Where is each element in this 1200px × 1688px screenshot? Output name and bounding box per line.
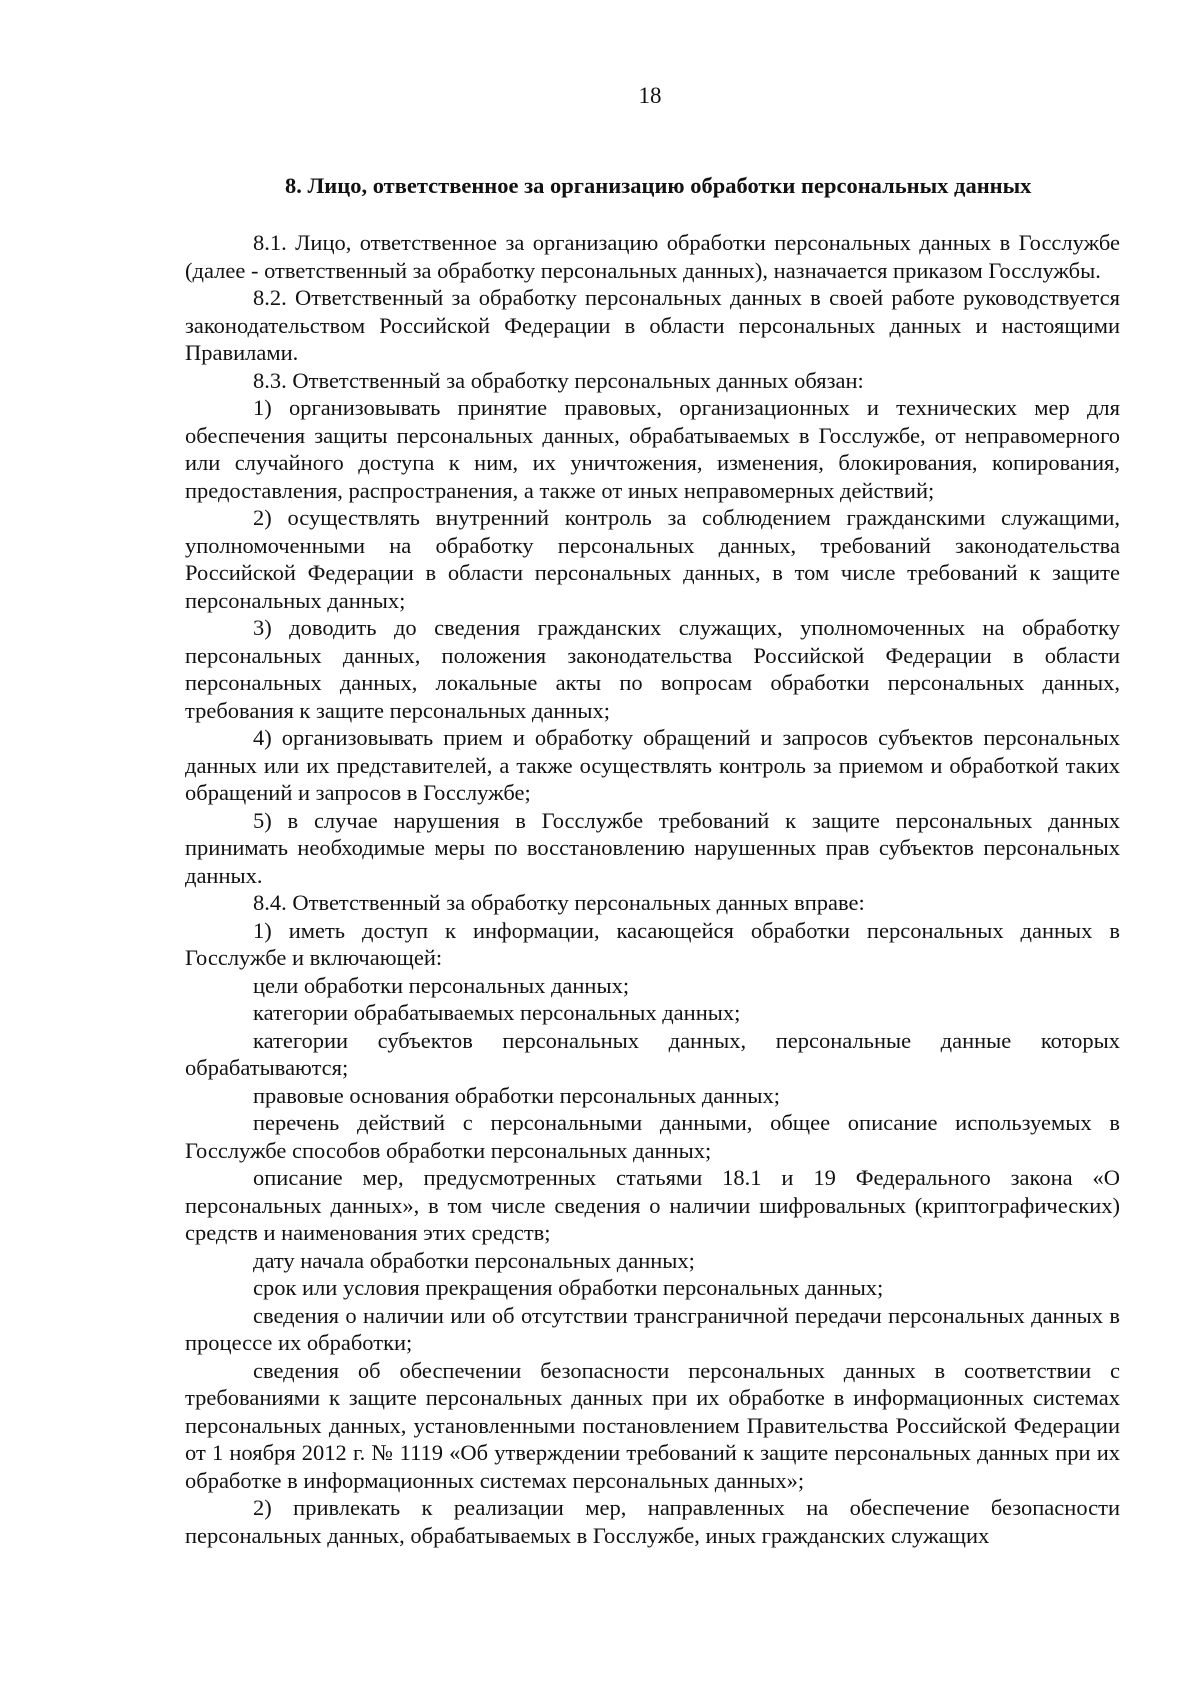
sub-item-actions-list: перечень действий с персональными данными, общее описание используемых в Госслужбе способов обработки персональных данных;: [185, 1110, 1120, 1163]
list-item-8-3-3: 3) доводить до сведения гражданских служащих, уполномоченных на обработку персональных данных, положения законодательства Российской Федерации в области персональных данных, локальные акты по вопросам обработки персональных данных, требования к защите персональных данных;: [185, 615, 1120, 723]
list-item-8-3-2: 2) осуществлять внутренний контроль за соблюдением гражданскими служащими, уполномоченными на обработку персональных данных, требований законодательства Российской Федерации в области персональных данных, в том числе требований к защите персональных данных;: [185, 505, 1120, 613]
paragraph-8-4: 8.4. Ответственный за обработку персональных данных вправе:: [253, 890, 865, 915]
sub-item-data-categories: категории обрабатываемых персональных данных;: [253, 1000, 741, 1025]
list-item-8-3-5: 5) в случае нарушения в Госслужбе требований к защите персональных данных принимать необходимые меры по восстановлению нарушенных прав субъектов персональных данных.: [185, 807, 1120, 888]
sub-item-measures: описание мер, предусмотренных статьями 18.1 и 19 Федерального закона «О персональных данных», в том числе сведения о наличии шифровальных (криптографических) средств и наименования этих средств;: [185, 1165, 1120, 1245]
list-item-8-4-1: 1) иметь доступ к информации, касающейся обработки персональных данных в Госслужбе и включающей:: [185, 917, 1120, 970]
sub-item-start-date: дату начала обработки персональных данных;: [253, 1247, 695, 1273]
sub-item-security: сведения об обеспечении безопасности персональных данных в соответствии с требованиями к защите персональных данных при их обработке в информационных системах персональных данных, установленными постановлением Правительства Российской Федерации от 1 ноября 2012 г. № 1119 «Об утверждении требований к защите персональных данных при их обработке в информационных системах персональных данных»;: [185, 1357, 1120, 1493]
paragraph-8-2: 8.2. Ответственный за обработку персональных данных в своей работе руководствуется законодательством Российской Федерации в области персональных данных и настоящими Правилами.: [185, 285, 1120, 365]
page-number: 18: [638, 83, 662, 108]
document-body: [185, 229, 1120, 1549]
sub-item-goals: цели обработки персональных данных;: [253, 972, 630, 998]
list-item-8-4-2: 2) привлекать к реализации мер, направленных на обеспечение безопасности персональных данных, обрабатываемых в Госслужбе, иных гражданских служащих: [185, 1495, 1120, 1548]
section-heading: 8. Лицо, ответственное за организацию обработки персональных данных: [285, 173, 1032, 198]
list-item-8-3-4: 4) организовывать прием и обработку обращений и запросов субъектов персональных данных или их представителей, а также осуществлять контроль за приемом и обработкой таких обращений и запросов в Госслужбе;: [185, 725, 1120, 805]
sub-item-termination: срок или условия прекращения обработки персональных данных;: [253, 1275, 884, 1300]
list-item-8-3-1: 1) организовывать принятие правовых, организационных и технических мер для обеспечения защиты персональных данных, обрабатываемых в Госслужбе, от неправомерного или случайного доступа к ним, их уничтожения, изменения, блокирования, копирования, предоставления, распространения, а также от иных неправомерных действий;: [185, 395, 1120, 503]
sub-item-subject-categories: категории субъектов персональных данных, персональные данные которых обрабатываются;: [185, 1027, 1120, 1080]
paragraph-8-3: 8.3. Ответственный за обработку персональных данных обязан:: [253, 367, 864, 393]
paragraph-8-1: 8.1. Лицо, ответственное за организацию обработки персональных данных в Госслужбе (далее - ответственный за обработку персональных данных), назначается приказом Госслужбы.: [185, 230, 1120, 283]
sub-item-cross-border: сведения о наличии или об отсутствии трансграничной передачи персональных данных в процессе их обработки;: [185, 1302, 1120, 1355]
sub-item-legal-grounds: правовые основания обработки персональных данных;: [253, 1082, 780, 1108]
